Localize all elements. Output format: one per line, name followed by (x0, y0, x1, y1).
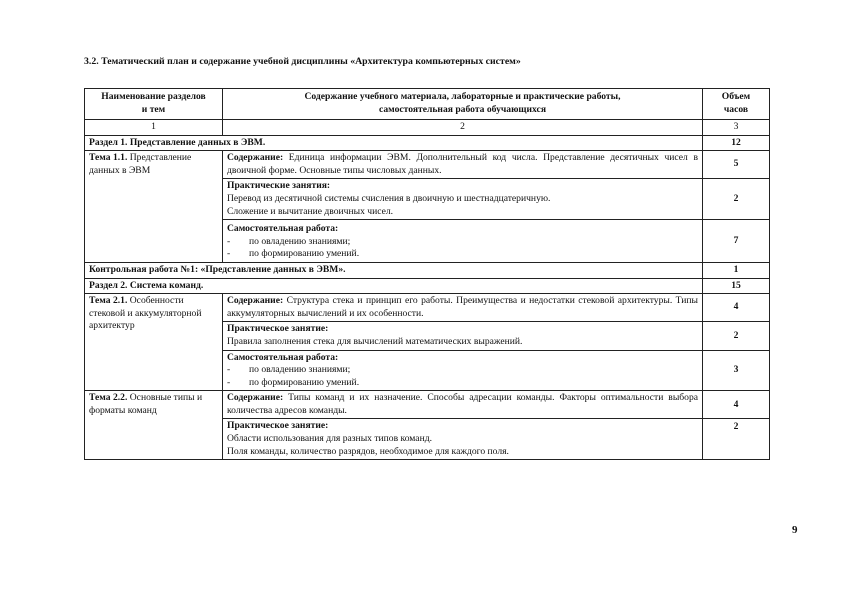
content-text: Типы команд и их назначение. Способы адресации команды. Факторы оптимальности выбора количества адресов команды. (227, 392, 698, 416)
topic-number: Тема 2.1. (89, 295, 128, 307)
list-item: по овладению знаниями; (249, 364, 351, 376)
header-hours (703, 89, 770, 120)
practice-text: Области использования для разных типов команд. (227, 433, 432, 445)
content-label: Содержание: (227, 392, 284, 404)
self-work-label: Самостоятельная работа: (227, 351, 339, 363)
practice-hours: 2 (703, 322, 770, 350)
practice-text: Правила заполнения стека для вычислений математических выражений. (227, 335, 523, 347)
column-number: 2 (223, 120, 703, 136)
column-number: 1 (85, 120, 223, 136)
column-number-row (85, 120, 770, 136)
section-hours: 15 (703, 278, 770, 294)
practice-text: Сложение и вычитание двоичных чисел. (227, 205, 394, 217)
header-content (223, 89, 703, 120)
list-item: по формированию умений. (249, 248, 360, 260)
topic-name: Основные типы и форматы команд (89, 392, 203, 416)
header-hours-line1: Объем (721, 91, 751, 103)
topic-content (223, 391, 703, 419)
practice-hours: 2 (703, 419, 770, 460)
table-row (85, 294, 770, 322)
section-title: Раздел 1. Представление данных в ЭВМ. (85, 135, 703, 151)
practice-text: Поля команды, количество разрядов, необходимое для каждого поля. (227, 445, 509, 457)
topic-self-work (223, 350, 703, 391)
list-dash: - (227, 364, 231, 376)
self-work-label: Самостоятельная работа: (227, 223, 339, 235)
content-text: Единица информации ЭВМ. Дополнительный код числа. Представление десятичных чисел в двоичной форме. Основные типы числовых данных. (227, 152, 698, 176)
header-content-line2: самостоятельная работа обучающихся (378, 104, 547, 115)
topic-content (223, 294, 703, 322)
header-topics-line2: и тем (141, 104, 166, 115)
content-label: Содержание: (227, 295, 284, 307)
topic-content (223, 151, 703, 179)
content-label: Содержание: (227, 152, 284, 164)
content-text: Структура стека и принцип его работы. Преимущества и недостатки стековой архитектуры. Типы аккумуляторных вычислений и их особенности. (227, 295, 698, 319)
topic-number: Тема 1.1. (89, 152, 128, 164)
topic-self-work (223, 220, 703, 263)
content-hours: 5 (703, 151, 770, 179)
section-title: Раздел 2. Система команд. (85, 278, 703, 294)
section-heading: 3.2. Тематический план и содержание учебной дисциплины «Архитектура компьютерных систем» (84, 56, 521, 67)
practice-text: Перевод из десятичной системы счисления в двоичную и шестнадцатеричную. (227, 192, 551, 204)
topic-number: Тема 2.2. (89, 392, 128, 404)
header-topics-line1: Наименование разделов (101, 91, 206, 103)
topic-practice (223, 419, 703, 460)
content-hours: 4 (703, 294, 770, 322)
topic-practice (223, 322, 703, 350)
header-content-line1: Содержание учебного материала, лабораторные и практические работы, (304, 91, 621, 103)
column-number: 3 (703, 120, 770, 136)
table-row (85, 151, 770, 179)
header-hours-line2: часов (723, 104, 749, 115)
practice-hours: 2 (703, 179, 770, 220)
list-item: по формированию умений. (249, 376, 360, 388)
practice-label: Практическое занятие: (227, 323, 329, 335)
topic-name: Особенности стековой и аккумуляторной архитектур (89, 295, 202, 332)
control-row (85, 262, 770, 278)
table-header-row (85, 89, 770, 120)
list-dash: - (227, 376, 231, 388)
section-row (85, 278, 770, 294)
table-row (85, 391, 770, 419)
section-hours: 12 (703, 135, 770, 151)
self-work-hours: 7 (703, 220, 770, 263)
content-hours: 4 (703, 391, 770, 419)
topic-practice (223, 179, 703, 220)
topic-title (85, 294, 223, 391)
control-hours: 1 (703, 262, 770, 278)
list-item: по овладению знаниями; (249, 235, 351, 247)
thematic-plan-table (84, 88, 770, 460)
self-work-hours: 3 (703, 350, 770, 391)
practice-label: Практическое занятие: (227, 420, 329, 432)
topic-title (85, 151, 223, 263)
section-row (85, 135, 770, 151)
header-topics (85, 89, 223, 120)
list-dash: - (227, 235, 231, 247)
control-title: Контрольная работа №1: «Представление данных в ЭВМ». (85, 262, 703, 278)
page-number: 9 (792, 524, 798, 536)
topic-name: Представление данных в ЭВМ (89, 152, 192, 176)
practice-label: Практические занятия: (227, 180, 331, 192)
topic-title (85, 391, 223, 460)
list-dash: - (227, 248, 231, 260)
